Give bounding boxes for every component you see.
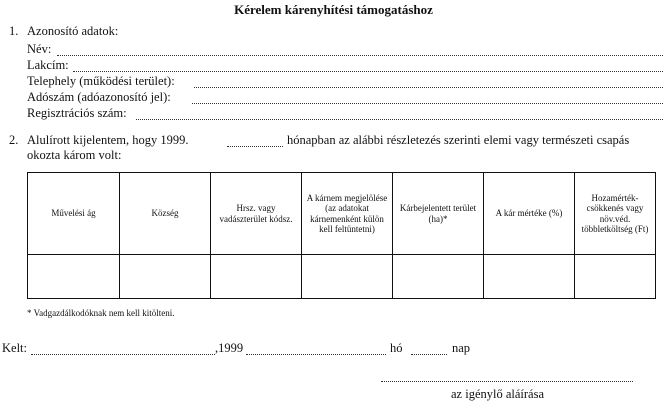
signature-caption: az igénylő aláírása (451, 387, 545, 401)
cell-parcel[interactable] (211, 255, 302, 299)
cell-municipality[interactable] (120, 255, 211, 299)
section1-number: 1. (9, 24, 19, 38)
cell-damage-percent[interactable] (484, 255, 575, 299)
place-field[interactable] (31, 354, 215, 355)
header-value-loss: Hozamérték-csökkenés vagy növ.véd. többletköltség (Ft) (575, 173, 656, 255)
declaration-text-a: Alulírott kijelentem, hogy 1999. (27, 133, 189, 147)
name-field[interactable] (57, 55, 663, 56)
site-field[interactable] (194, 87, 663, 88)
address-label: Lakcím: (27, 58, 69, 72)
day-label: nap (452, 341, 471, 355)
declaration-text-c: okozta károm volt: (27, 148, 122, 162)
name-label: Név: (27, 42, 52, 56)
header-parcel: Hrsz. vagy vadászterület kódsz. (211, 173, 302, 255)
cell-value-loss[interactable] (575, 255, 656, 299)
footnote: * Vadgazdálkodóknak nem kell kitölteni. (27, 308, 175, 318)
damage-table (27, 172, 656, 299)
address-field[interactable] (73, 71, 663, 72)
section2-number: 2. (9, 133, 19, 147)
header-damage-type: A kárnem megjelölése (az adatokat kárnemenként külön kell feltüntetni) (302, 173, 393, 255)
header-cultivation: Művelési ág (28, 173, 120, 255)
month-field[interactable] (227, 146, 283, 147)
site-label: Telephely (működési terület): (27, 74, 175, 88)
cell-cultivation[interactable] (28, 255, 120, 299)
header-area: Kárbejelentett terület (ha)* (393, 173, 484, 255)
signature-line[interactable] (381, 381, 633, 382)
cell-area[interactable] (393, 255, 484, 299)
registration-field[interactable] (136, 119, 663, 120)
tax-number-field[interactable] (192, 103, 663, 104)
registration-label: Regisztrációs szám: (27, 106, 127, 120)
day-field[interactable] (411, 354, 447, 355)
tax-number-label: Adószám (adóazonosító jel): (27, 90, 171, 104)
month-date-field[interactable] (246, 354, 386, 355)
date-year: ,1999 (215, 341, 244, 355)
section1-heading: Azonosító adatok: (27, 24, 119, 38)
date-label: Kelt: (2, 341, 27, 355)
header-damage-percent: A kár mértéke (%) (484, 173, 575, 255)
month-label: hó (390, 341, 403, 355)
page-title: Kérelem kárenyhítési támogatáshoz (234, 2, 433, 17)
cell-damage-type[interactable] (302, 255, 393, 299)
declaration-text-b: hónapban az alábbi részletezés szerinti elemi vagy természeti csapás (287, 133, 630, 147)
header-municipality: Község (120, 173, 211, 255)
